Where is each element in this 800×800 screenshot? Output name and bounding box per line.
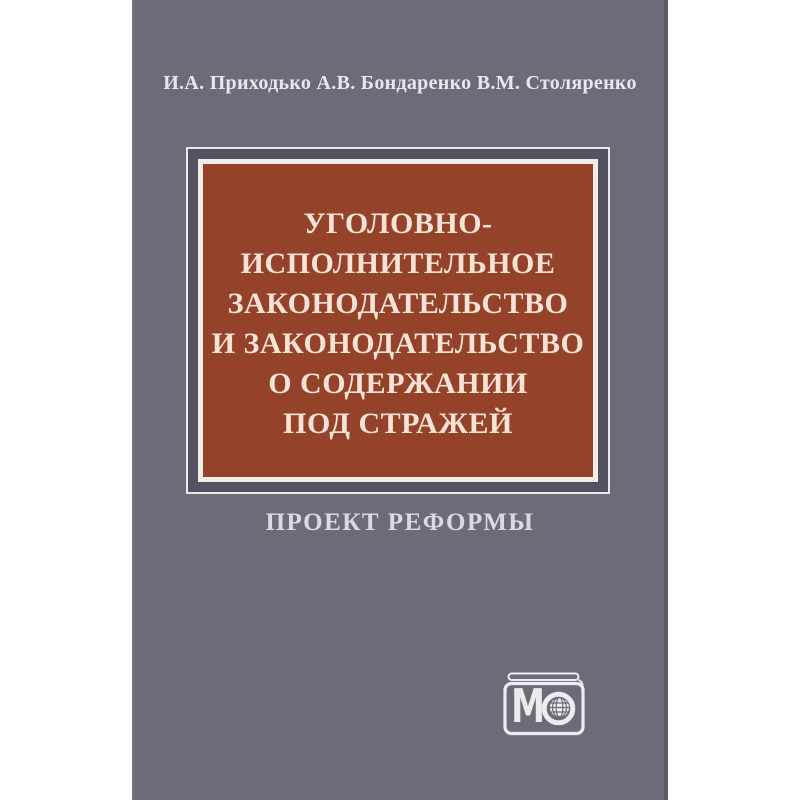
logo-letter-m: М [511, 678, 545, 734]
title-line: УГОЛОВНО- [303, 206, 493, 240]
title-line: ИСПОЛНИТЕЛЬНОЕ [240, 246, 556, 280]
title-line: О СОДЕРЖАНИИ [268, 366, 528, 400]
publisher-logo [503, 672, 585, 736]
globe-icon [544, 694, 573, 723]
subtitle: ПРОЕКТ РЕФОРМЫ [265, 509, 535, 536]
title-panel-frame [186, 147, 610, 494]
authors-line: И.А. Приходько А.В. Бондаренко В.М. Столяренко [163, 72, 637, 94]
title-line: И ЗАКОНОДАТЕЛЬСТВО [211, 326, 585, 360]
title-line: ПОД СТРАЖЕЙ [283, 406, 513, 440]
book-cover [132, 0, 668, 800]
title-panel [198, 159, 598, 482]
title-line: ЗАКОНОДАТЕЛЬСТВО [227, 286, 569, 320]
